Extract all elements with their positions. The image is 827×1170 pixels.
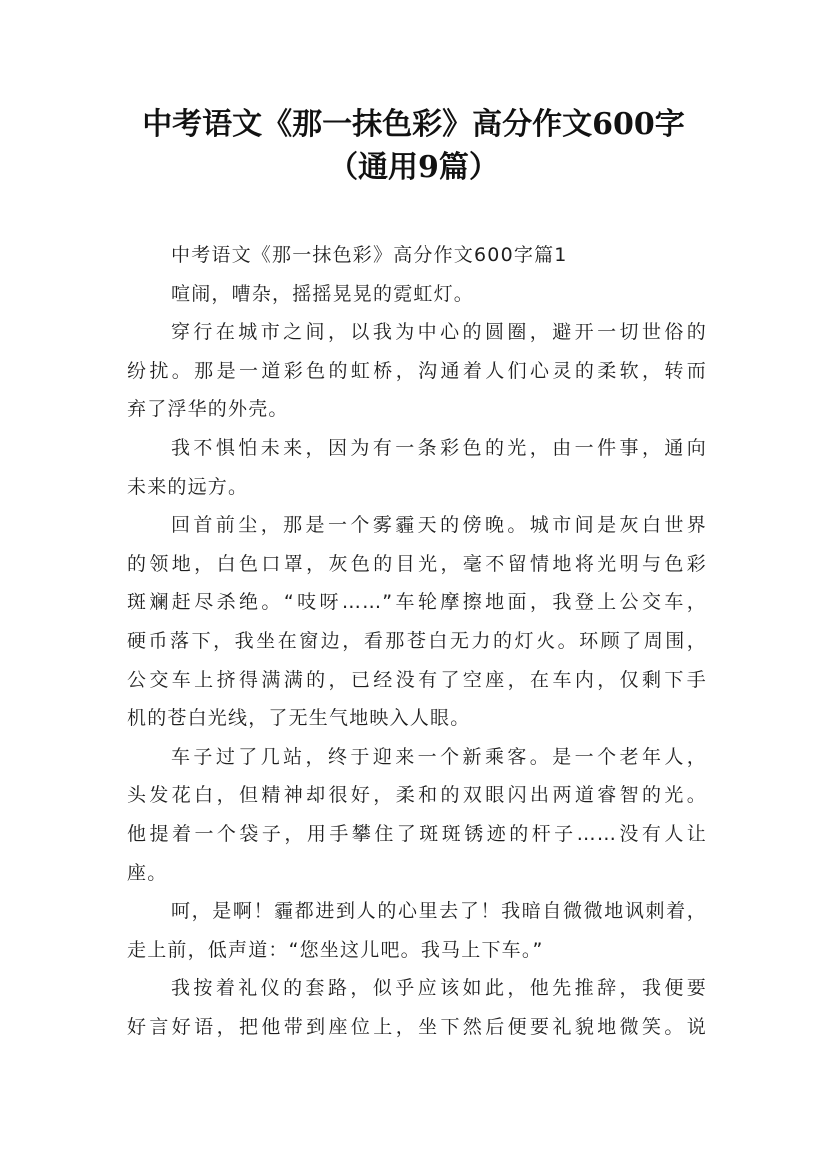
section-heading: 中考语文《那一抹色彩》高分作文600字篇1 <box>171 244 568 266</box>
paragraph-line: 纷扰。那是一道彩色的虹桥，沟通着人们心灵的柔软，转而 <box>127 359 707 382</box>
paragraph-line: 未来的远方。 <box>127 475 249 498</box>
paragraph-line: 车子过了几站，终于迎来一个新乘客。是一个老年人， <box>171 745 707 768</box>
paragraph-line: 走上前，低声道：“您坐这儿吧。我马上下车。” <box>127 938 544 961</box>
paragraph-line: 斑斓赶尽杀绝。“吱呀……”车轮摩擦地面，我登上公交车， <box>127 591 707 614</box>
paragraph-line: 他提着一个袋子，用手攀住了斑斑锈迹的杆子……没有人让 <box>127 822 707 845</box>
paragraph-line: 穿行在城市之间，以我为中心的圆圈，避开一切世俗的 <box>171 321 707 344</box>
document-title: 中考语文《那一抹色彩》高分作文600字 <box>142 107 685 142</box>
paragraph-line: 好言好语，把他带到座位上，坐下然后便要礼貌地微笑。说 <box>127 1015 707 1038</box>
paragraph-line: 公交车上挤得满满的，已经没有了空座，在车内，仅剩下手 <box>127 668 707 691</box>
paragraph-line: 头发花白，但精神却很好，柔和的双眼闪出两道睿智的光。 <box>127 784 707 807</box>
paragraph-line: 喧闹，嘈杂，摇摇晃晃的霓虹灯。 <box>171 282 475 305</box>
paragraph-line: 机的苍白光线，了无生气地映入人眼。 <box>127 707 471 730</box>
paragraph-line: 呵，是啊！霾都进到人的心里去了！我暗自微微地讽刺着， <box>171 900 707 923</box>
paragraph-line: 的领地，白色口罩，灰色的目光，毫不留情地将光明与色彩 <box>127 552 707 575</box>
paragraph-line: 座。 <box>127 861 168 884</box>
paragraph-line: 弃了浮华的外壳。 <box>127 398 289 421</box>
paragraph-line: 我按着礼仪的套路，似乎应该如此，他先推辞，我便要 <box>171 977 707 1000</box>
paragraph-line: 我不惧怕未来，因为有一条彩色的光，由一件事，通向 <box>171 436 707 459</box>
article-body <box>127 236 707 1046</box>
document-subtitle: （通用9篇） <box>328 150 499 185</box>
paragraph-line: 回首前尘，那是一个雾霾天的傍晚。城市间是灰白世界 <box>171 514 707 537</box>
paragraph-line: 硬币落下，我坐在窗边，看那苍白无力的灯火。环顾了周围， <box>127 629 707 652</box>
